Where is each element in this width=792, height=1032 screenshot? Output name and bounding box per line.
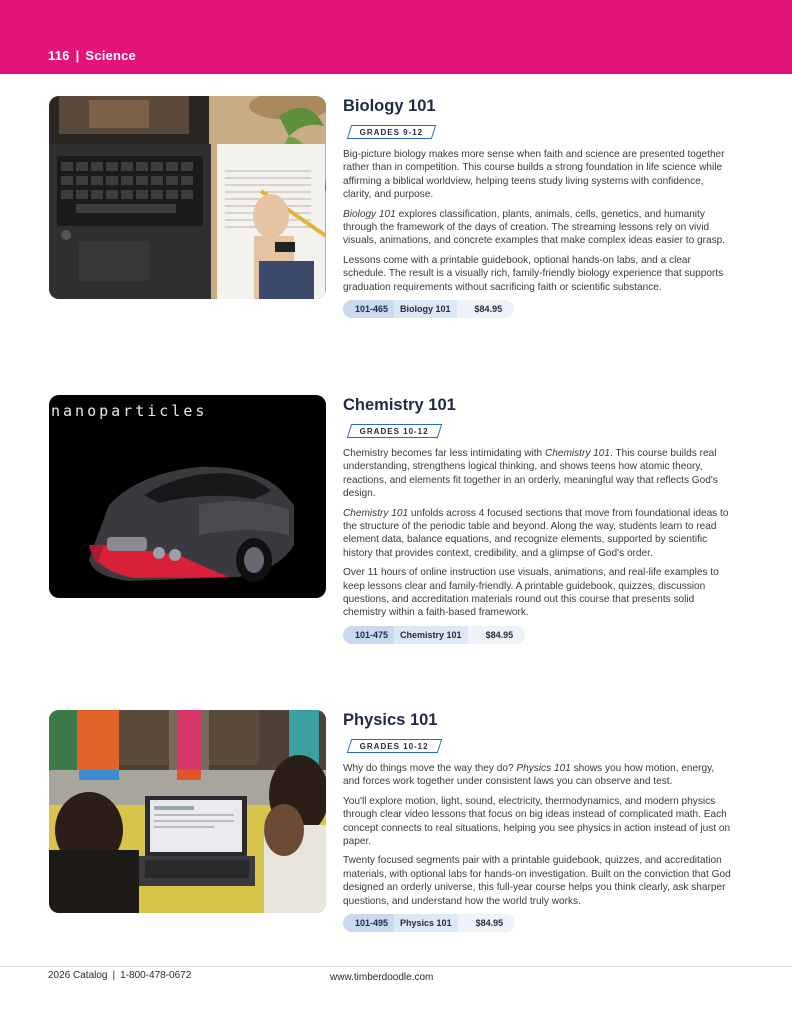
paragraph-emphasis: Biology 101: [343, 208, 396, 220]
product-title: Chemistry 101: [343, 396, 456, 414]
header-separator: |: [75, 48, 80, 63]
website-url: www.timberdoodle.com: [330, 972, 434, 983]
paragraph-emphasis: Chemistry 101: [544, 448, 611, 459]
sku-price: $84.95: [474, 304, 503, 315]
sku-name: Chemistry 101: [394, 626, 468, 644]
footer-separator: |: [112, 970, 116, 981]
sku-price: $84.95: [475, 918, 504, 929]
product-title: Biology 101: [343, 97, 436, 115]
paragraph-text: shows you how motion, energy, and forces work together under consistent laws you can observe and test.: [343, 763, 715, 788]
grade-badge-label: GRADES 10-12: [359, 427, 429, 436]
paragraph-text: Twenty focused segments pair with a printable guidebook, quizzes, and accreditation materials, with optional labs for hands-on investigation. Built on the conviction that God designed an orderly universe, this full-year course helps you think clearly, ask sharper questions, and understand how the world truly works.: [343, 855, 731, 907]
sku-price-row: [343, 626, 525, 644]
sku-price: $84.95: [485, 629, 514, 640]
sku-name: Biology 101: [394, 300, 457, 318]
product-title: Physics 101: [343, 711, 438, 729]
paragraph-text: Over 11 hours of online instruction use visuals, animations, and real-life examples to keep lessons clear and family-friendly. A printable guidebook, quizzes, discussion questions, and accreditation materials round out this course that presents solid chemistry within a faith-based framework.: [343, 567, 719, 619]
physics-photo-illustration: [49, 710, 326, 913]
chemistry-content: [343, 395, 731, 644]
sku-code: 101-495: [343, 914, 394, 932]
biology-content: [343, 96, 731, 318]
catalog-year: 2026 Catalog: [48, 970, 108, 981]
footer-catalog-info: [48, 970, 191, 981]
description-paragraph: [343, 762, 731, 789]
description-paragraph: [343, 854, 731, 908]
chemistry-photo-illustration: [49, 395, 326, 598]
paragraph-text: explores classification, plants, animals, cells, genetics, and humanity through the framework of the days of creation. The streaming lessons rely on vivid visuals, animations, and concrete examples that make complex ideas easier to grasp.: [343, 208, 726, 247]
grade-badge: [347, 739, 442, 753]
paragraph-emphasis: Chemistry 101: [343, 507, 409, 519]
grade-badge-label: GRADES 9-12: [359, 128, 424, 137]
sku-price-row: [343, 300, 514, 318]
chemistry-photo: [49, 395, 326, 598]
biology-photo: [49, 96, 326, 299]
image-caption-text: nanoparticles: [51, 402, 208, 420]
page-number: 116: [48, 48, 70, 63]
phone-number: 1-800-478-0672: [120, 970, 192, 981]
description-paragraph: [343, 447, 731, 501]
sku-name: Physics 101: [394, 914, 458, 932]
sku-code: 101-465: [343, 300, 394, 318]
paragraph-text: unfolds across 4 focused sections that move from foundational ideas to the structure of the periodic table and beyond. Along the way, students learn to read element data, balance equations, and recognize elements, supported by scientific history that provides context, credibility, and a glimpse of God's order.: [343, 507, 729, 559]
grade-badge: [347, 125, 437, 139]
biology-photo-illustration: [49, 96, 326, 299]
description-paragraph: [343, 148, 731, 202]
paragraph-text: Why do things move the way they do?: [343, 763, 517, 774]
grade-badge: [347, 424, 442, 438]
page-header: [0, 0, 792, 74]
description-paragraph: [343, 795, 731, 849]
description-paragraph: [343, 208, 731, 248]
paragraph-text: Lessons come with a printable guidebook, optional hands-on labs, and a clear schedule. The result is a visually rich, family-friendly biology experience that supports graduation requirements without sacrificing faith or scientific substance.: [343, 254, 724, 293]
sku-price-row: [343, 914, 515, 932]
physics-photo: [49, 710, 326, 913]
paragraph-text: Big-picture biology makes more sense when faith and science are presented together rather than in competition. This course builds a strong foundation in life science while affirming a biblical worldview, helping teens study living systems with confidence, clarity, and purpose.: [343, 149, 725, 201]
paragraph-text: . This course builds real understanding, strengthens logical thinking, and shows teens how atomic theory, reactions, and elements fit together in an orderly, meaningful way that reflects God's design.: [343, 448, 718, 500]
paragraph-emphasis: Physics 101: [516, 763, 571, 774]
grade-badge-label: GRADES 10-12: [359, 742, 429, 751]
paragraph-text: You'll explore motion, light, sound, electricity, thermodynamics, and modern physics through clear video lessons that focus on big ideas instead of complicated math. Each concept connects to real situations, helping you see physics in action instead of just on paper.: [343, 795, 731, 848]
description-paragraph: [343, 566, 731, 620]
description-paragraph: [343, 507, 731, 561]
description-paragraph: [343, 254, 731, 294]
sku-code: 101-475: [343, 626, 394, 644]
physics-content: [343, 710, 731, 932]
header-text: [48, 48, 136, 63]
section-name: Science: [85, 48, 136, 63]
paragraph-text: Chemistry becomes far less intimidating with: [343, 448, 545, 459]
footer-divider: [0, 966, 792, 967]
